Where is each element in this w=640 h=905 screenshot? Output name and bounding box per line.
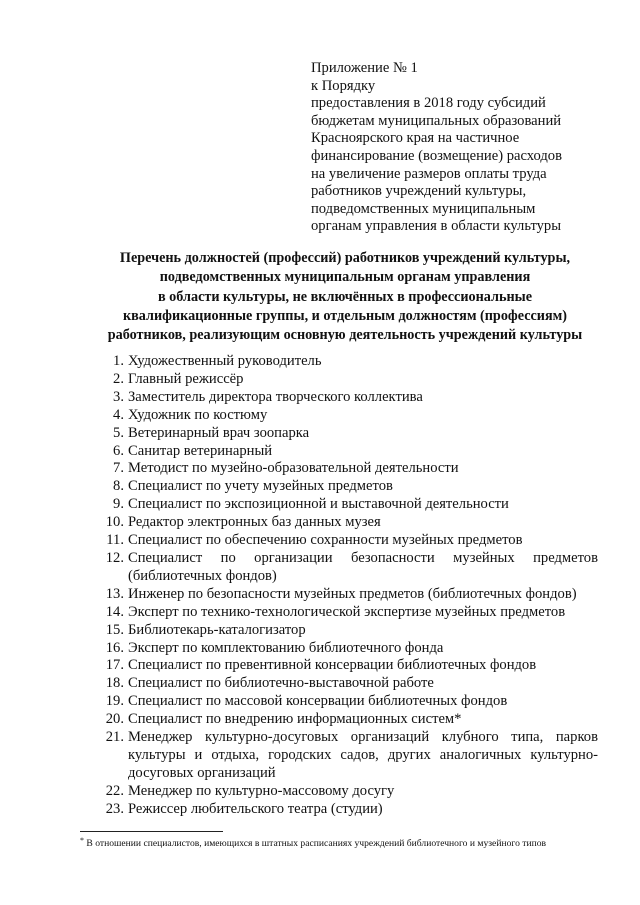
list-item xyxy=(94,389,614,407)
item-number: 5. xyxy=(113,424,124,441)
list-item xyxy=(94,586,614,604)
list-item xyxy=(94,550,614,586)
item-number: 9. xyxy=(113,496,124,513)
item-number: 14. xyxy=(105,603,124,620)
appendix-line: финансирование (возмещение) расходов xyxy=(311,147,562,164)
item-text: Специалист по экспозиционной и выставочной деятельности xyxy=(128,496,509,513)
item-text: Заместитель директора творческого коллектива xyxy=(128,388,423,405)
list-item xyxy=(94,514,614,532)
title-line: работников, реализующим основную деятельность учреждений культуры xyxy=(107,327,583,344)
list-item xyxy=(94,711,614,729)
positions-list xyxy=(94,353,614,819)
title-line: Перечень должностей (профессий) работников учреждений культуры, xyxy=(119,250,571,266)
list-item xyxy=(94,783,614,801)
appendix-line: к Порядку xyxy=(311,77,376,94)
title-line: квалификационные группы, и отдельным должностям (профессиям) xyxy=(122,307,568,324)
item-number: 17. xyxy=(105,657,124,674)
item-text: Художественный руководитель xyxy=(128,353,322,369)
list-item xyxy=(94,657,614,675)
item-text: Художник по костюму xyxy=(128,406,268,423)
item-text: Специалист по превентивной консервации библиотечных фондов xyxy=(128,657,537,674)
title-line: подведомственных муниципальным органам управления xyxy=(159,269,531,286)
appendix-line: бюджетам муниципальных образований xyxy=(311,112,562,129)
item-text: Ветеринарный врач зоопарка xyxy=(128,424,310,441)
item-number: 15. xyxy=(105,621,124,638)
list-item xyxy=(94,478,614,496)
item-text: Главный режиссёр xyxy=(128,370,244,387)
list-item xyxy=(94,407,614,425)
item-text: Специалист по внедрению информационных систем* xyxy=(128,711,462,728)
item-text: Режиссер любительского театра (студии) xyxy=(128,800,383,817)
item-text: Редактор электронных баз данных музея xyxy=(128,514,381,531)
item-number: 22. xyxy=(105,782,124,799)
item-number: 1. xyxy=(113,353,124,369)
footnote-divider xyxy=(80,831,223,832)
list-item xyxy=(94,693,614,711)
appendix-line: Красноярского края на частичное xyxy=(311,130,520,147)
list-item xyxy=(94,371,614,389)
item-text: Специалист по библиотечно-выставочной работе xyxy=(128,675,434,692)
item-number: 20. xyxy=(105,711,124,728)
list-item xyxy=(94,675,614,693)
list-item xyxy=(94,532,614,550)
item-number: 11. xyxy=(106,532,124,549)
document-title xyxy=(80,249,610,345)
item-text: Специалист по обеспечению сохранности музейных предметов xyxy=(128,532,523,549)
item-text: Инженер по безопасности музейных предметов (библиотечных фондов) xyxy=(128,585,577,602)
list-item xyxy=(94,640,614,658)
item-number: 23. xyxy=(105,800,124,817)
item-text: Методист по музейно-образовательной деятельности xyxy=(128,460,459,477)
list-item xyxy=(94,801,614,819)
item-text: Менеджер по культурно-массовому досугу xyxy=(128,782,395,799)
item-text: Эксперт по технико-технологической экспертизе музейных предметов xyxy=(128,603,566,620)
footnote-mark: * xyxy=(80,836,84,845)
item-number: 12. xyxy=(105,549,124,566)
list-item xyxy=(94,425,614,443)
appendix-header xyxy=(311,60,611,236)
item-text: Менеджер культурно-досуговых организаций клубного типа, парков культуры и отдыха, городских садов, других аналогичных культурно-досуговых организаций xyxy=(128,729,598,781)
item-number: 3. xyxy=(113,388,124,405)
item-number: 10. xyxy=(105,514,124,531)
appendix-line: предоставления в 2018 году субсидий xyxy=(311,95,546,112)
list-item xyxy=(94,729,614,783)
appendix-line: Приложение № 1 xyxy=(311,60,418,76)
item-number: 2. xyxy=(113,370,124,387)
appendix-line: подведомственных муниципальным xyxy=(311,200,536,217)
item-number: 16. xyxy=(105,639,124,656)
title-line: в области культуры, не включённых в профессиональные xyxy=(157,288,533,305)
footnote-text: В отношении специалистов, имеющихся в штатных расписаниях учреждений библиотечного и музейного типов xyxy=(86,838,547,849)
item-number: 8. xyxy=(113,478,124,495)
list-item xyxy=(94,460,614,478)
item-text: Специалист по учету музейных предметов xyxy=(128,478,393,495)
item-text: Специалист по организации безопасности музейных предметов (библиотечных фондов) xyxy=(128,549,598,584)
list-item xyxy=(94,622,614,640)
item-number: 7. xyxy=(113,460,124,477)
item-number: 21. xyxy=(105,729,124,746)
item-text: Эксперт по комплектованию библиотечного фонда xyxy=(128,639,444,656)
appendix-line: на увеличение размеров оплаты труда xyxy=(311,165,547,182)
footnote xyxy=(80,836,612,851)
list-item xyxy=(94,496,614,514)
item-text: Библиотекарь-каталогизатор xyxy=(128,621,306,638)
list-item xyxy=(94,443,614,461)
appendix-line: органам управления в области культуры xyxy=(311,218,562,235)
list-item xyxy=(94,353,614,371)
item-text: Специалист по массовой консервации библиотечных фондов xyxy=(128,693,508,710)
list-item xyxy=(94,604,614,622)
appendix-line: работников учреждений культуры, xyxy=(311,183,527,200)
item-text: Санитар ветеринарный xyxy=(128,442,273,459)
item-number: 4. xyxy=(113,406,124,423)
item-number: 6. xyxy=(113,442,124,459)
item-number: 19. xyxy=(105,693,124,710)
item-number: 13. xyxy=(105,585,124,602)
item-number: 18. xyxy=(105,675,124,692)
